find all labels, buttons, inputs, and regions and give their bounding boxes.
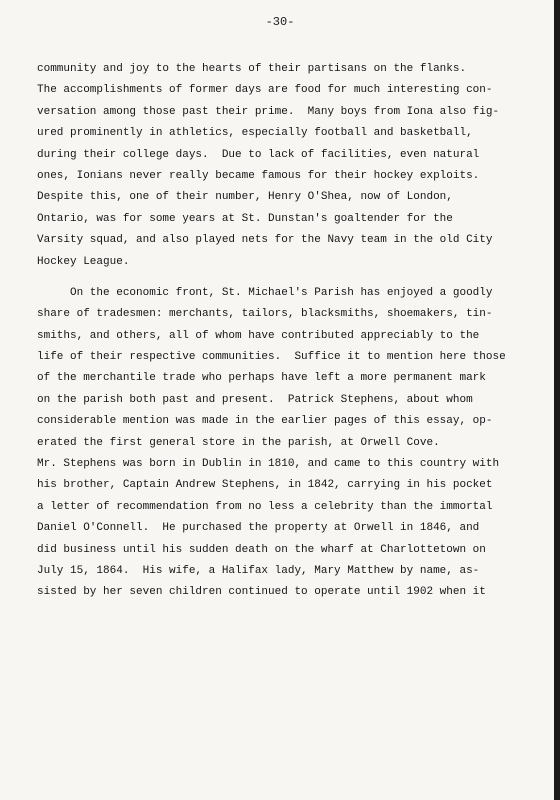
text-line: versation among those past their prime. Many boys from Iona also fig- [37, 105, 500, 118]
text-line: July 15, 1864. His wife, a Halifax lady, Mary Matthew by name, as- [37, 564, 480, 577]
text-line: smiths, and others, all of whom have contributed appreciably to the [37, 329, 480, 342]
text-line: ured prominently in athletics, especially football and basketball, [37, 127, 473, 140]
text-line: Despite this, one of their number, Henry O'Shea, now of London, [37, 191, 453, 204]
text-line: life of their respective communities. Suffice it to mention here those [37, 351, 506, 364]
text-line: on the parish both past and present. Patrick Stephens, about whom [37, 393, 473, 406]
text-line: of the merchantile trade who perhaps have left a more permanent mark [37, 372, 486, 385]
text-line: did business until his sudden death on the wharf at Charlottetown on [37, 543, 486, 556]
text-line: ones, Ionians never really became famous for their hockey exploits. [37, 169, 480, 182]
paragraph-gap [37, 273, 537, 283]
text-line: Ontario, was for some years at St. Dunstan's goaltender for the [37, 212, 453, 225]
text-line: Daniel O'Connell. He purchased the property at Orwell in 1846, and [37, 522, 480, 535]
paragraph-athletics [37, 59, 537, 273]
text-line: Hockey League. [37, 255, 130, 268]
page-number: -30- [265, 15, 295, 29]
text-line: sisted by her seven children continued to operate until 1902 when it [37, 586, 486, 599]
body-text [37, 59, 537, 604]
text-line: a letter of recommendation from no less a celebrity than the immortal [37, 500, 493, 513]
text-line: his brother, Captain Andrew Stephens, in 1842, carrying in his pocket [37, 479, 493, 492]
text-line: On the economic front, St. Michael's Parish has enjoyed a goodly [37, 286, 493, 299]
text-line: erated the first general store in the parish, at Orwell Cove. [37, 436, 440, 449]
text-line: share of tradesmen: merchants, tailors, blacksmiths, shoemakers, tin- [37, 308, 493, 321]
scan-edge [554, 0, 560, 800]
paragraph-economic [37, 283, 537, 604]
text-line: during their college days. Due to lack of facilities, even natural [37, 148, 480, 161]
text-line: community and joy to the hearts of their partisans on the flanks. [37, 63, 467, 75]
text-line: considerable mention was made in the earlier pages of this essay, op- [37, 415, 493, 428]
text-line: The accomplishments of former days are food for much interesting con- [37, 84, 493, 97]
text-line: Mr. Stephens was born in Dublin in 1810, and came to this country with [37, 458, 500, 471]
text-line: Varsity squad, and also played nets for the Navy team in the old City [37, 234, 493, 247]
